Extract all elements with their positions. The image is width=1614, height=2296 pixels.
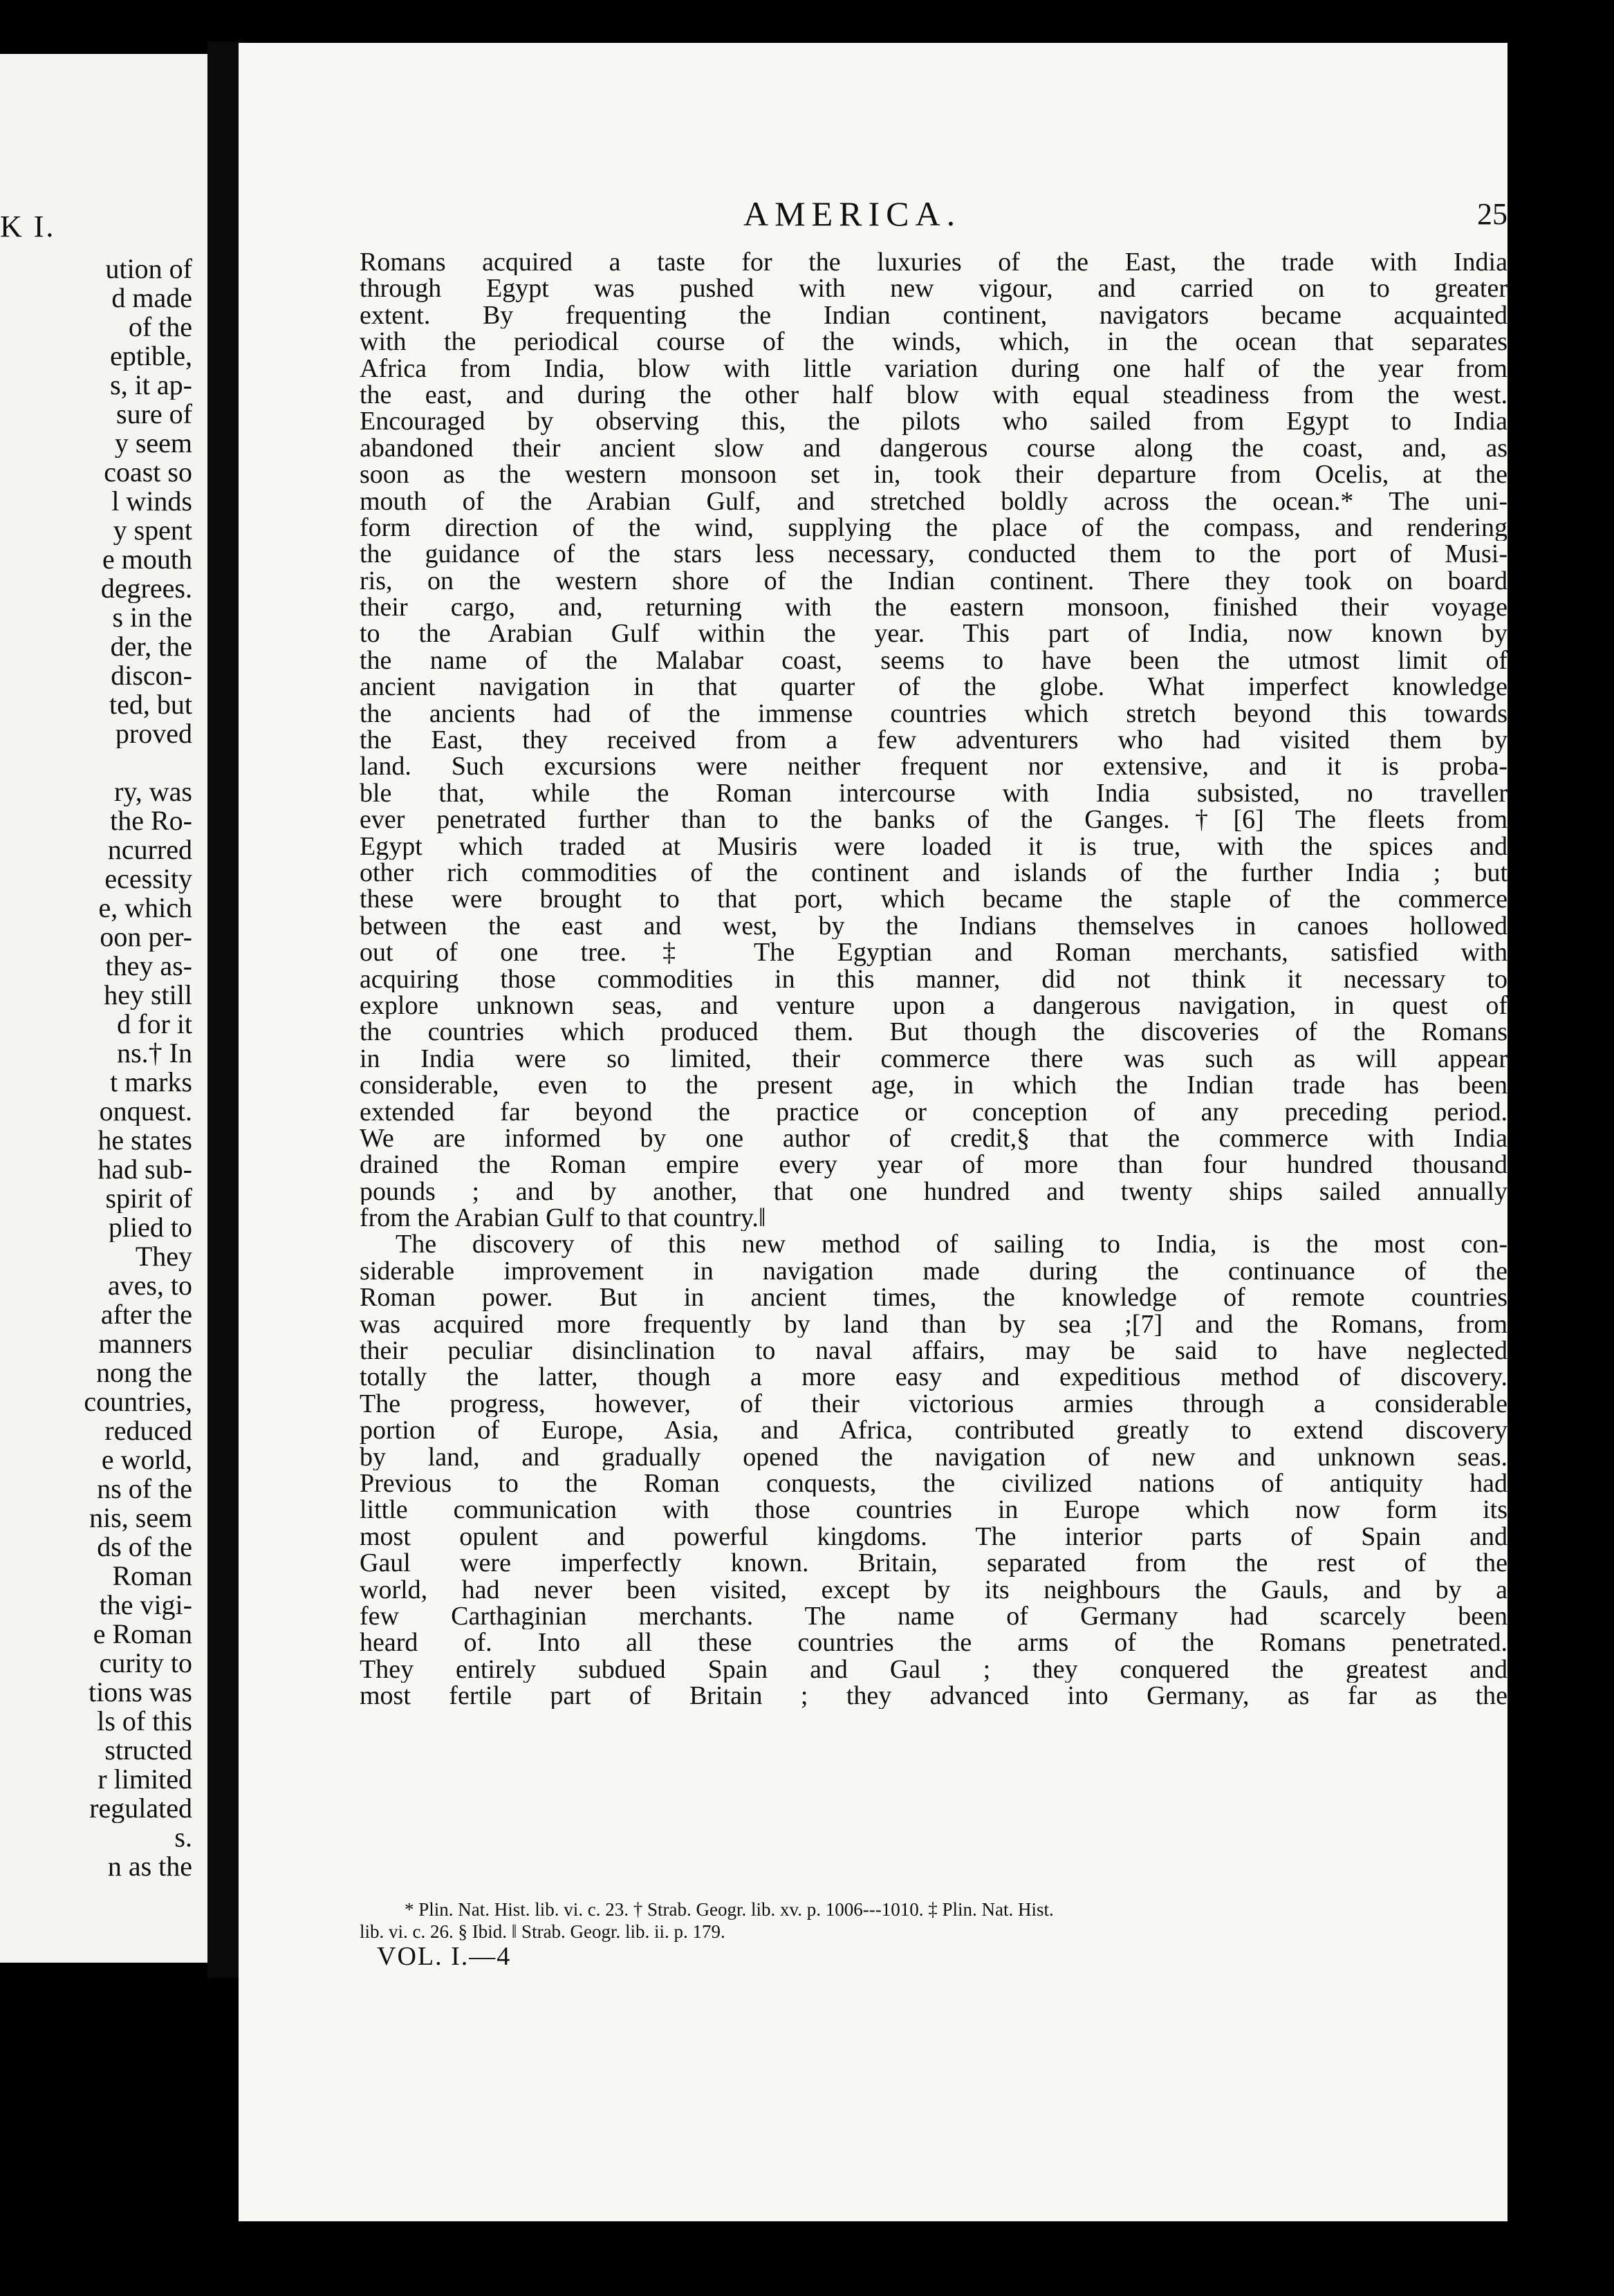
text-line: out of one tree.‡ The Egyptian and Roman merchants, satisfied with xyxy=(360,939,1508,966)
text-line: form direction of the wind, supplying the place of the compass, and rendering xyxy=(360,514,1508,541)
left-line-fragment: nis, seem xyxy=(89,1503,192,1533)
text-line: world, had never been visited, except by its neighbours the Gauls, and by a xyxy=(360,1576,1508,1603)
text-line: most fertile part of Britain ; they advanced into Germany, as far as the xyxy=(360,1683,1508,1710)
left-line-fragment: y spent xyxy=(113,516,192,545)
left-line-fragment: e world, xyxy=(101,1445,192,1474)
page-number: 25 xyxy=(1477,197,1508,231)
text-line: the name of the Malabar coast, seems to have been the utmost limit of xyxy=(360,647,1508,674)
left-line-fragment: nong the xyxy=(96,1358,192,1387)
left-line-fragment: reduced xyxy=(104,1416,192,1445)
text-line: soon as the western monsoon set in, took their departure from Ocelis, at the xyxy=(360,461,1508,488)
text-line: between the east and west, by the Indians themselves in canoes hollowed xyxy=(360,912,1508,940)
left-line-fragment: s. xyxy=(174,1823,192,1852)
text-line: the East, they received from a few adventurers who had visited them by xyxy=(360,727,1508,754)
text-line: Africa from India, blow with little variation during one half of the year from xyxy=(360,355,1508,382)
left-line-fragment: countries, xyxy=(84,1387,192,1416)
left-running-header: K I. xyxy=(0,210,56,243)
text-line: the countries which produced them. But though the discoveries of the Romans xyxy=(360,1019,1508,1046)
left-line-fragment: of the xyxy=(128,313,192,342)
text-line: considerable, even to the present age, in which the Indian trade has been xyxy=(360,1072,1508,1099)
left-line-fragment: he states xyxy=(98,1126,192,1155)
left-line-fragment: spirit of xyxy=(105,1184,192,1213)
text-line: in India were so limited, their commerce there was such as will appear xyxy=(360,1045,1508,1073)
text-line: Previous to the Roman conquests, the civilized nations of antiquity had xyxy=(360,1470,1508,1497)
text-line: ris, on the western shore of the Indian continent. There they took on board xyxy=(360,567,1508,595)
left-line-fragment: they as- xyxy=(105,952,192,981)
running-header xyxy=(239,194,1508,235)
text-line: these were brought to that port, which became the staple of the commerce xyxy=(360,886,1508,913)
left-line-fragment: onquest. xyxy=(99,1097,192,1126)
left-page-fragment xyxy=(0,54,207,1963)
left-line-fragment: s in the xyxy=(112,603,192,632)
text-line: through Egypt was pushed with new vigour, and carried on to greater xyxy=(360,275,1508,302)
left-line-fragment: plied to xyxy=(108,1213,192,1242)
left-line-fragment: ncurred xyxy=(107,835,192,864)
running-title: AMERICA. xyxy=(743,194,962,233)
text-line: their peculiar disinclination to naval affairs, may be said to have neglected xyxy=(360,1337,1508,1364)
body-text xyxy=(360,249,1508,1709)
left-line-fragment: tions was xyxy=(89,1678,192,1707)
footnotes xyxy=(360,1898,1508,1943)
text-line: few Carthaginian merchants. The name of Germany had scarcely been xyxy=(360,1602,1508,1630)
left-line-fragment: d for it xyxy=(117,1010,192,1039)
text-line: Romans acquired a taste for the luxuries of the East, the trade with India xyxy=(360,249,1508,276)
text-line: We are informed by one author of credit,§ that the commerce with India xyxy=(360,1124,1508,1152)
left-line-fragment: Roman xyxy=(112,1562,192,1591)
text-line: The progress, however, of their victorious armies through a considerable xyxy=(360,1390,1508,1418)
text-line: with the periodical course of the winds, which, in the ocean that separates xyxy=(360,328,1508,355)
text-line: by land, and gradually opened the navigation of new and unknown seas. xyxy=(360,1443,1508,1470)
left-line-fragment: ution of xyxy=(105,254,192,284)
left-line-fragment: y seem xyxy=(114,429,192,458)
left-line-fragment: the Ro- xyxy=(110,806,192,835)
left-text-column xyxy=(0,254,192,1881)
left-line-fragment: ds of the xyxy=(97,1533,192,1562)
left-line-fragment: discon- xyxy=(111,661,192,690)
left-line-fragment: ecessity xyxy=(104,864,192,894)
left-line-fragment: They xyxy=(135,1242,192,1271)
left-line-fragment: had sub- xyxy=(98,1155,192,1184)
text-line: extended far beyond the practice or conception of any preceding period. xyxy=(360,1098,1508,1125)
text-line: from the Arabian Gulf to that country.‖ xyxy=(360,1205,766,1232)
text-line: land. Such excursions were neither frequent nor extensive, and it is proba- xyxy=(360,753,1508,780)
left-line-fragment xyxy=(0,748,192,777)
left-line-fragment: t marks xyxy=(110,1068,192,1097)
text-line: portion of Europe, Asia, and Africa, contributed greatly to extend discovery xyxy=(360,1417,1508,1444)
left-line-fragment: e mouth xyxy=(102,545,192,574)
left-line-fragment: degrees. xyxy=(100,574,192,603)
text-line: totally the latter, though a more easy and expeditious method of discovery. xyxy=(360,1364,1508,1391)
left-line-fragment: ted, but xyxy=(109,690,192,719)
text-line: pounds ; and by another, that one hundred and twenty ships sailed annually xyxy=(360,1178,1508,1205)
text-line: their cargo, and, returning with the eastern monsoon, finished their voyage xyxy=(360,594,1508,621)
left-line-fragment: proved xyxy=(115,719,192,748)
left-line-fragment: l winds xyxy=(111,487,192,516)
left-line-fragment: after the xyxy=(100,1300,192,1329)
left-line-fragment: s, it ap- xyxy=(110,371,192,400)
text-line: mouth of the Arabian Gulf, and stretched boldly across the ocean.* The uni- xyxy=(360,488,1508,515)
text-line: siderable improvement in navigation made during the continuance of the xyxy=(360,1257,1508,1285)
left-line-fragment: ry, was xyxy=(114,777,192,806)
left-line-fragment: structed xyxy=(104,1736,192,1765)
text-line: to the Arabian Gulf within the year. This part of India, now known by xyxy=(360,620,1508,647)
left-line-fragment: coast so xyxy=(104,458,192,487)
text-line: Roman power. But in ancient times, the knowledge of remote countries xyxy=(360,1284,1508,1311)
left-line-fragment: oon per- xyxy=(100,923,192,952)
text-line: ble that, while the Roman intercourse with India subsisted, no traveller xyxy=(360,779,1508,807)
left-line-fragment: eptible, xyxy=(110,342,192,371)
signature-mark: VOL. I.—4 xyxy=(377,1942,512,1971)
text-line: was acquired more frequently by land than by sea ;[7] and the Romans, from xyxy=(360,1311,1508,1338)
text-line: little communication with those countries in Europe which now form its xyxy=(360,1497,1508,1524)
text-line: drained the Roman empire every year of more than four hundred thousand xyxy=(360,1151,1508,1178)
left-line-fragment: e, which xyxy=(98,894,192,923)
footnote-line: * Plin. Nat. Hist. lib. vi. c. 23. † Strab. Geogr. lib. xv. p. 1006---1010. ‡ Plin. Nat. Hist. xyxy=(405,1899,1054,1920)
footnote-line: lib. vi. c. 26. § Ibid. ‖ Strab. Geogr. lib. ii. p. 179. xyxy=(360,1921,725,1942)
left-line-fragment: sure of xyxy=(116,400,192,429)
left-line-fragment: d made xyxy=(111,284,192,313)
text-line: the ancients had of the immense countries which stretch beyond this towards xyxy=(360,700,1508,728)
left-line-fragment: e Roman xyxy=(93,1620,192,1649)
right-page xyxy=(239,43,1508,2221)
text-line: Encouraged by observing this, the pilots who sailed from Egypt to India xyxy=(360,408,1508,435)
left-line-fragment: ns.† In xyxy=(117,1039,192,1068)
left-line-fragment: curity to xyxy=(99,1649,192,1678)
text-line: extent. By frequenting the Indian continent, navigators became acquainted xyxy=(360,302,1508,329)
text-line: explore unknown seas, and venture upon a dangerous navigation, in quest of xyxy=(360,992,1508,1019)
text-line: abandoned their ancient slow and dangerous course along the coast, and, as xyxy=(360,434,1508,462)
left-line-fragment: ls of this xyxy=(97,1707,192,1736)
text-line: Egypt which traded at Musiris were loaded it is true, with the spices and xyxy=(360,833,1508,860)
left-line-fragment: der, the xyxy=(110,632,192,661)
text-line: acquiring those commodities in this manner, did not think it necessary to xyxy=(360,965,1508,992)
left-line-fragment: aves, to xyxy=(107,1271,192,1300)
text-line: Gaul were imperfectly known. Britain, separated from the rest of the xyxy=(360,1550,1508,1577)
left-line-fragment: n as the xyxy=(107,1852,192,1881)
text-line: They entirely subdued Spain and Gaul ; they conquered the greatest and xyxy=(360,1656,1508,1683)
left-line-fragment: the vigi- xyxy=(99,1591,192,1620)
left-line-fragment: manners xyxy=(98,1329,192,1358)
text-line: the east, and during the other half blow with equal steadiness from the west. xyxy=(360,381,1508,409)
left-line-fragment: regulated xyxy=(89,1794,192,1823)
text-line: heard of. Into all these countries the arms of the Romans penetrated. xyxy=(360,1629,1508,1656)
left-line-fragment: ns of the xyxy=(97,1474,192,1503)
text-line: The discovery of this new method of sailing to India, is the most con- xyxy=(396,1231,1508,1258)
text-line: most opulent and powerful kingdoms. The interior parts of Spain and xyxy=(360,1523,1508,1550)
text-line: other rich commodities of the continent and islands of the further India ; but xyxy=(360,859,1508,887)
text-line: the guidance of the stars less necessary, conducted them to the port of Musi- xyxy=(360,541,1508,568)
left-line-fragment: hey still xyxy=(104,981,192,1010)
text-line: ever penetrated further than to the banks of the Ganges.†[6] The fleets from xyxy=(360,806,1508,833)
text-line: ancient navigation in that quarter of the globe. What imperfect knowledge xyxy=(360,674,1508,701)
left-line-fragment: r limited xyxy=(98,1765,192,1794)
